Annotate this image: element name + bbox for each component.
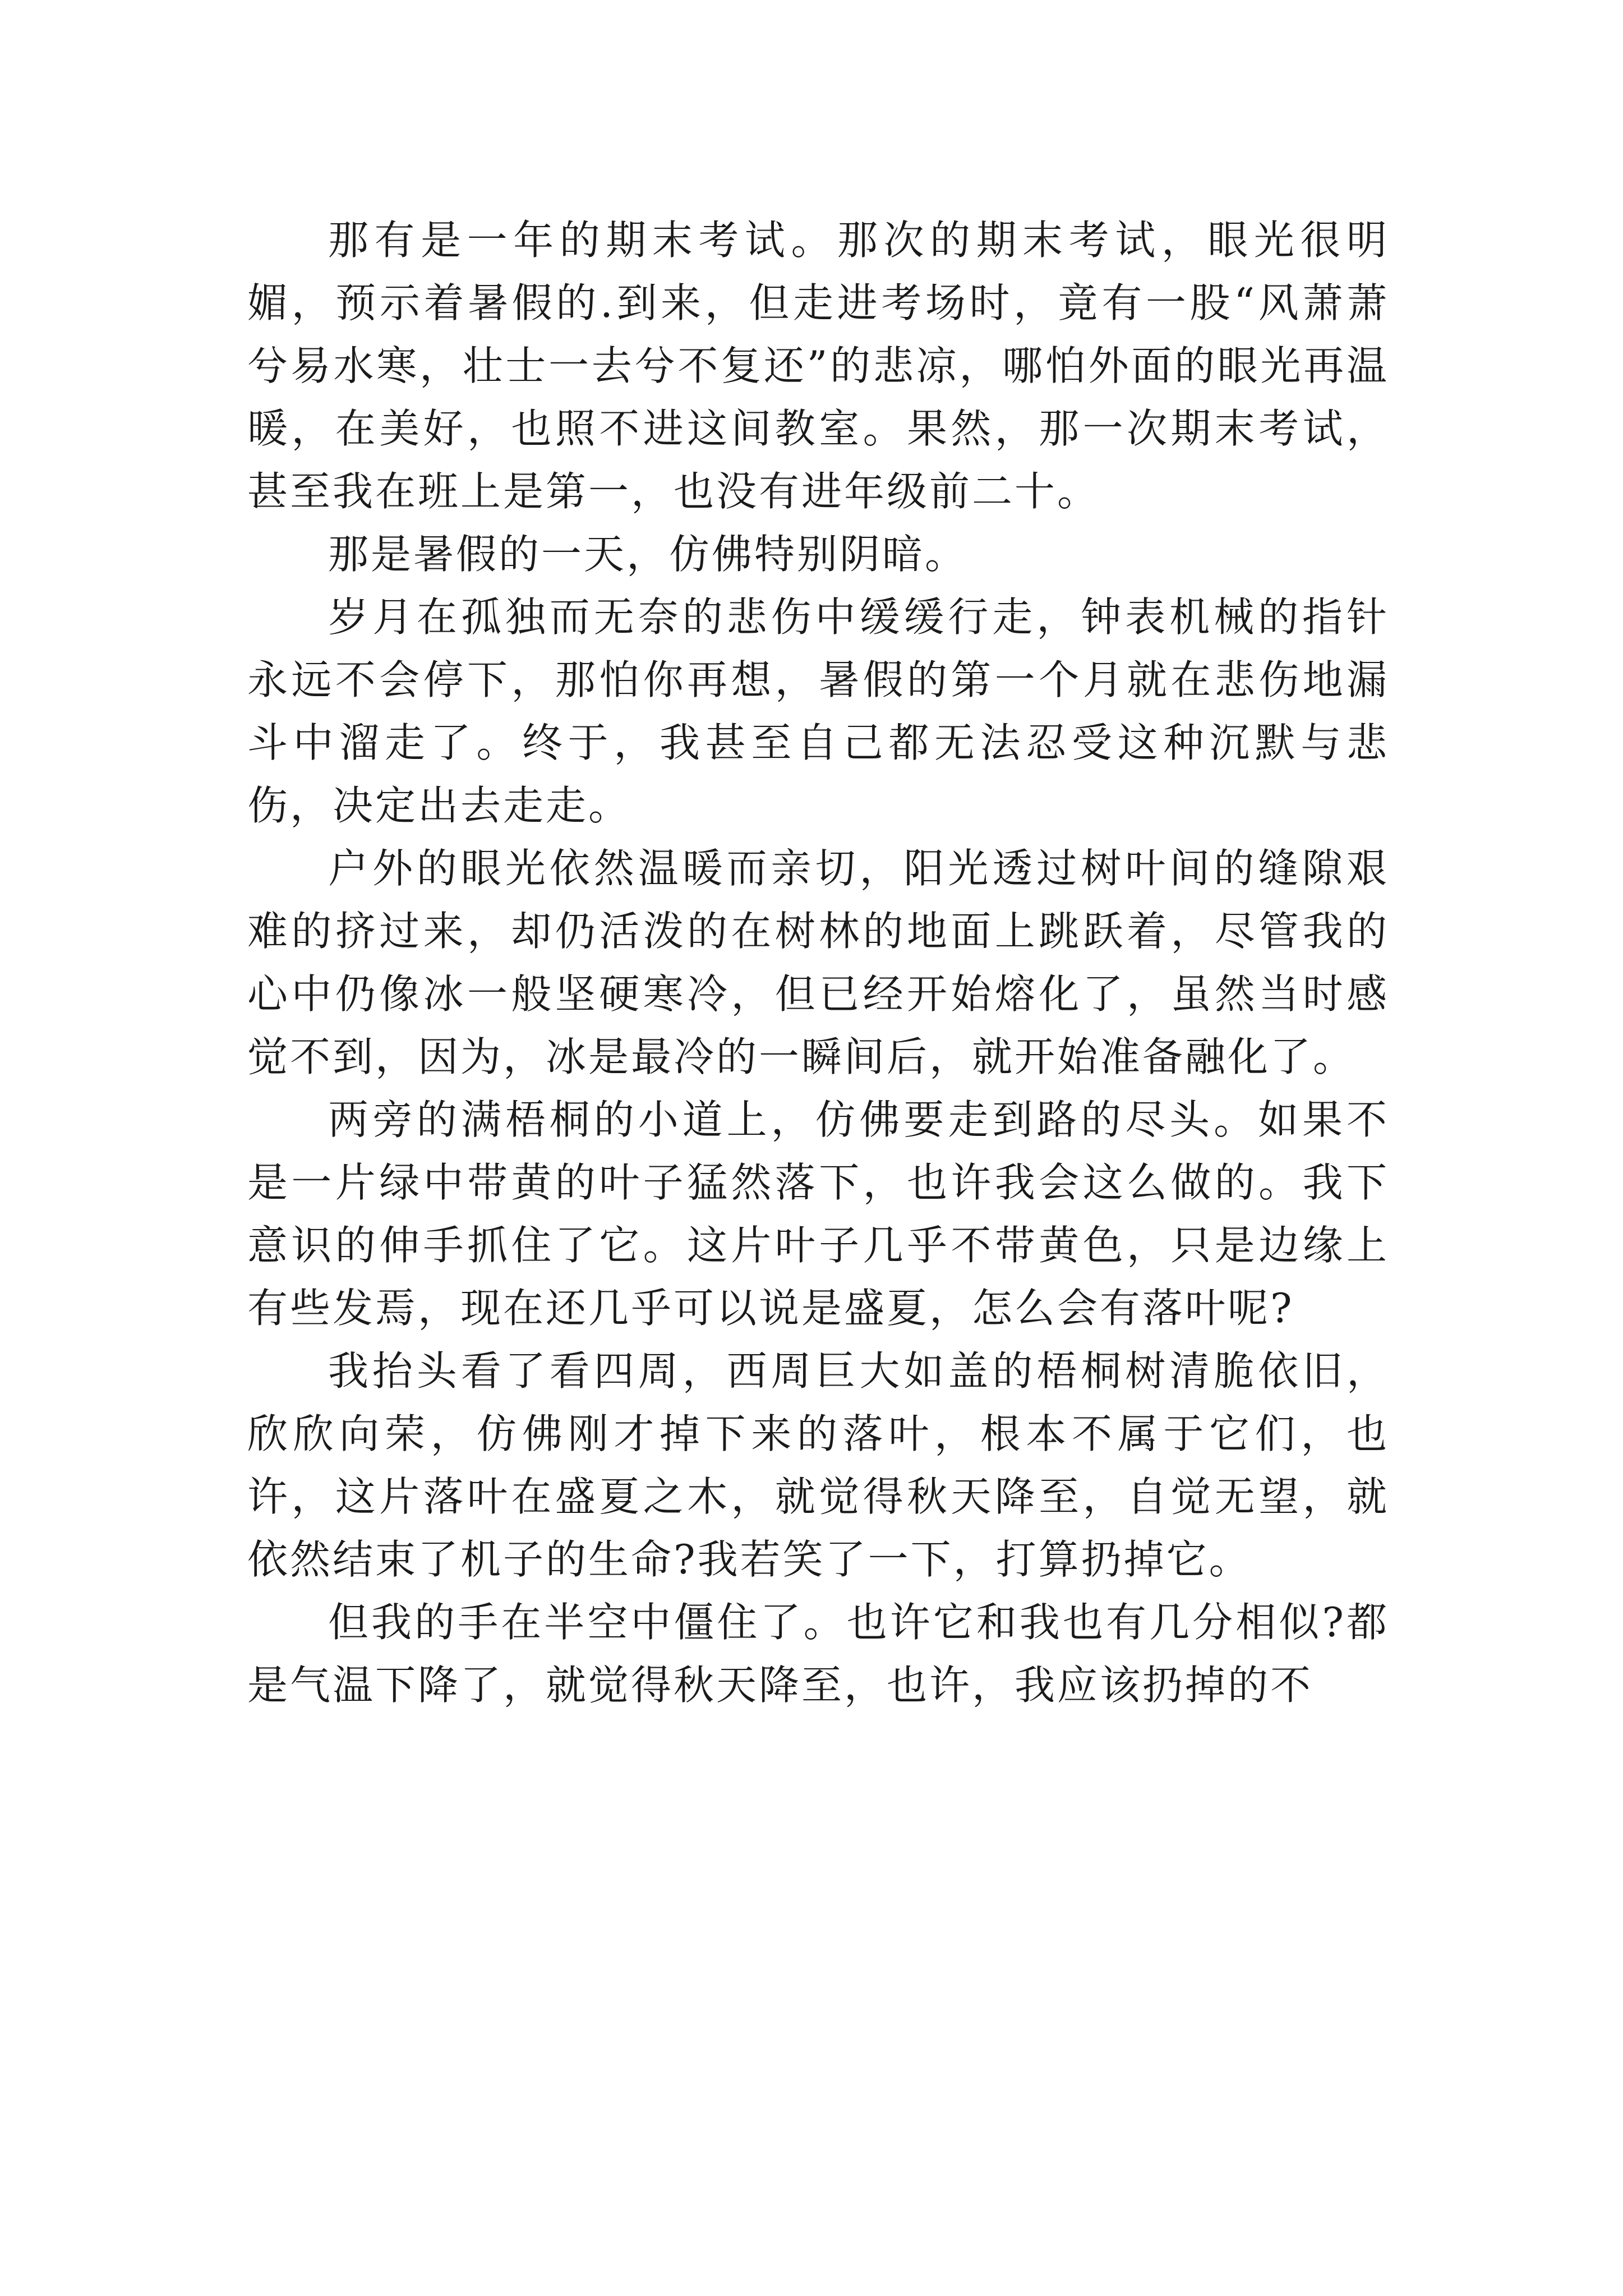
paragraph-3: 岁月在孤独而无奈的悲伤中缓缓行走，钟表机械的指针永远不会停下，那怕你再想，暑假的第一个月就在悲伤地漏斗中溜走了。终于，我甚至自己都无法忍受这种沉默与悲伤，决定出去走走。 [247,593,1389,829]
paragraph-4: 户外的眼光依然温暖而亲切，阳光透过树叶间的缝隙艰难的挤过来，却仍活泼的在树林的地面上跳跃着，尽管我的心中仍像冰一般坚硬寒冷，但已经开始熔化了，虽然当时感觉不到，因为，冰是最冷的一瞬间后，就开始准备融化了。 [247,845,1389,1080]
paragraph-6: 我抬头看了看四周，西周巨大如盖的梧桐树清脆依旧，欣欣向荣，仿佛刚才掉下来的落叶，根本不属于它们，也许，这片落叶在盛夏之木，就觉得秋天降至，自觉无望，就依然结束了机子的生命?我若笑了一下，打算扔掉它。 [247,1347,1389,1583]
paragraph-5: 两旁的满梧桐的小道上，仿佛要走到路的尽头。如果不是一片绿中带黄的叶子猛然落下，也许我会这么做的。我下意识的伸手抓住了它。这片叶子几乎不带黄色，只是边缘上有些发焉，现在还几乎可以说是盛夏，怎么会有落叶呢? [247,1096,1389,1332]
article-body [247,209,1389,1717]
paragraph-7: 但我的手在半空中僵住了。也许它和我也有几分相似?都是气温下降了，就觉得秋天降至，也许，我应该扔掉的不 [247,1599,1389,1709]
paragraph-2: 那是暑假的一天，仿佛特别阴暗。 [328,531,968,578]
paragraph-1: 那有是一年的期末考试。那次的期末考试，眼光很明媚，预示着暑假的.到来，但走进考场时，竟有一股“风萧萧兮易水寒，壮士一去兮不复还”的悲凉，哪怕外面的眼光再温暖，在美好，也照不进这间教室。果然，那一次期末考试，甚至我在班上是第一，也没有进年级前二十。 [247,217,1389,515]
